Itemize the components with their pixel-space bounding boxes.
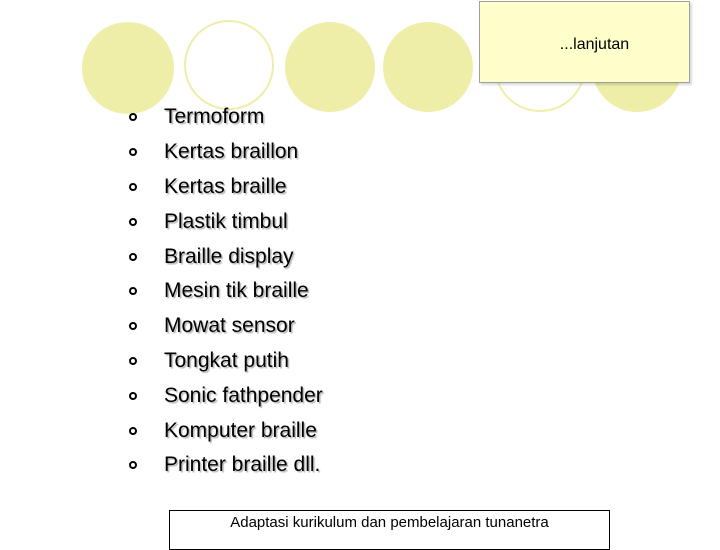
bullet-icon [129, 427, 137, 435]
footer-text: Adaptasi kurikulum dan pembelajaran tunanetra [230, 514, 549, 531]
list-item [120, 378, 323, 413]
list-item-text: Plastik timbul [164, 209, 288, 233]
decorative-circle [285, 22, 375, 112]
list-item-text: Komputer braille [164, 418, 317, 442]
bullet-icon [129, 322, 137, 330]
list-item-text: Tongkat putih [164, 348, 289, 372]
list-item [120, 135, 323, 170]
list-item [120, 344, 323, 379]
bullet-icon [129, 392, 137, 400]
list-item [120, 448, 323, 483]
list-item-text: Mesin tik braille [164, 279, 309, 303]
bullet-icon [129, 357, 137, 365]
list-item-text: Kertas braillon [164, 140, 299, 164]
bullet-icon [129, 461, 137, 469]
list-item-text: Printer braille dll. [164, 453, 321, 477]
bullet-icon [129, 148, 137, 156]
footer-box [169, 510, 610, 550]
continuation-note [479, 1, 690, 83]
list-item [120, 239, 323, 274]
decorative-circle [184, 20, 274, 110]
bullet-icon [129, 183, 137, 191]
bullet-list [120, 100, 323, 483]
list-item-text: Termoform [164, 105, 265, 129]
bullet-icon [129, 253, 137, 261]
list-item-text: Braille display [164, 244, 294, 268]
list-item [120, 274, 323, 309]
list-item-text: Sonic fathpender [164, 383, 323, 407]
list-item [120, 309, 323, 344]
list-item-text: Kertas braille [164, 174, 287, 198]
list-item [120, 170, 323, 205]
bullet-icon [129, 287, 137, 295]
decorative-circle [383, 22, 473, 112]
list-item [120, 100, 323, 135]
list-item [120, 204, 323, 239]
list-item-text: Mowat sensor [164, 314, 295, 338]
bullet-icon [129, 113, 137, 121]
list-item [120, 413, 323, 448]
note-text: ...lanjutan [559, 36, 630, 53]
bullet-icon [129, 218, 137, 226]
